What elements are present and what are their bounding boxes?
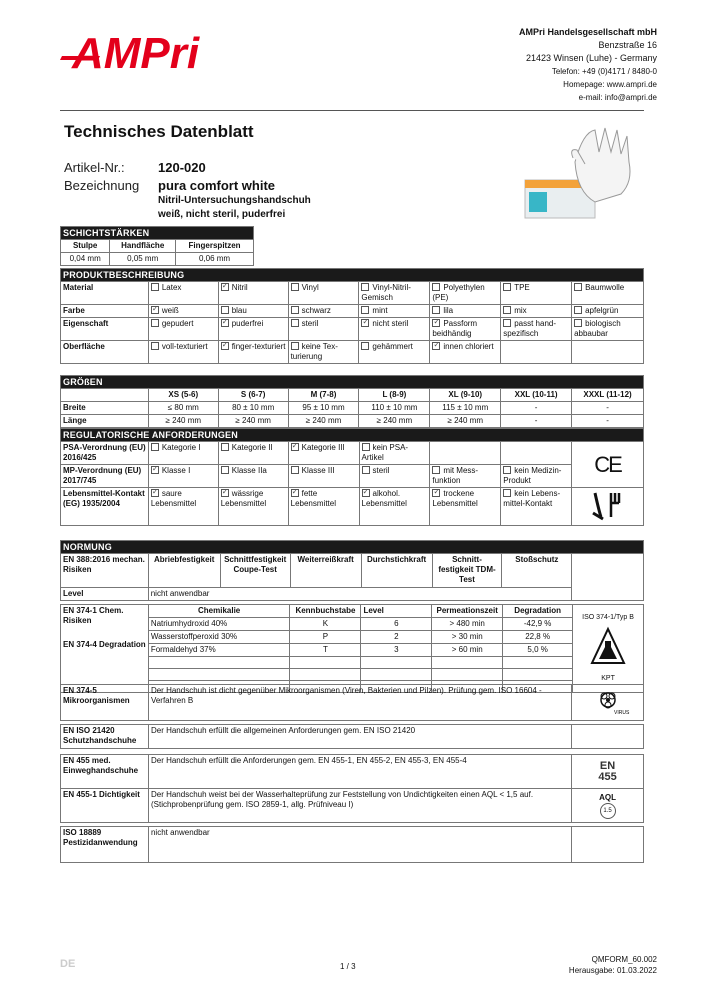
option-label: fette Lebensmittel — [290, 489, 336, 508]
unchecked-box-icon — [362, 466, 370, 474]
empty-cell — [361, 657, 432, 669]
option-label: mint — [372, 306, 388, 315]
checked-box-icon — [361, 319, 369, 327]
option-label: Baumwolle — [585, 283, 625, 292]
unchecked-box-icon — [432, 466, 440, 474]
unchecked-box-icon — [503, 319, 511, 327]
unchecked-box-icon — [361, 283, 369, 291]
article-nr-label: Artikel-Nr.: — [64, 160, 125, 175]
section-header-regulatory: REGULATORISCHE ANFORDERUNGEN — [61, 429, 644, 442]
empty-cell — [503, 657, 573, 669]
row-label: Eigenschaft — [61, 318, 149, 341]
page-title: Technisches Datenblatt — [64, 122, 254, 141]
option-cell — [288, 488, 359, 526]
option-cell — [288, 282, 359, 305]
option-label: apfelgrün — [585, 306, 619, 315]
iso18889-label: ISO 18889 Pestizidanwendung — [61, 827, 149, 863]
thickness-col: Fingerspitzen — [176, 240, 254, 253]
en388-col: Schnittfestigkeit Coupe-Test — [220, 554, 290, 588]
option-cell — [430, 318, 501, 341]
product-image — [525, 122, 645, 222]
unchecked-box-icon — [362, 443, 370, 451]
option-cell — [359, 442, 430, 465]
empty-cell — [290, 657, 361, 669]
size-value: ≤ 80 mm — [148, 402, 218, 415]
unchecked-box-icon — [503, 466, 511, 474]
option-cell — [430, 442, 501, 465]
en374-col: Kennbuchstabe — [290, 605, 361, 618]
size-row-label: Breite — [61, 402, 149, 415]
unchecked-box-icon — [221, 306, 229, 314]
row-label: Farbe — [61, 305, 149, 318]
option-cell — [501, 442, 572, 465]
option-cell — [359, 488, 430, 526]
option-cell — [501, 341, 572, 364]
unchecked-box-icon — [291, 466, 299, 474]
header-rule — [60, 110, 644, 111]
option-cell — [430, 341, 501, 364]
option-cell — [359, 341, 430, 364]
en388-icon-cell — [572, 554, 644, 601]
size-value: 95 ± 10 mm — [288, 402, 359, 415]
option-label: lila — [443, 306, 454, 315]
iso18889-table — [60, 826, 644, 863]
option-cell — [359, 465, 430, 488]
option-label: Nitril — [231, 283, 248, 292]
option-cell — [288, 305, 359, 318]
chem-level: 6 — [361, 618, 432, 631]
option-cell — [288, 318, 359, 341]
checked-box-icon — [432, 319, 440, 327]
ce-mark-cell — [572, 442, 644, 488]
empty-cell — [290, 669, 361, 681]
option-label: Klasse I — [161, 466, 191, 475]
aql-label: AQL — [599, 792, 616, 802]
checked-box-icon — [151, 466, 159, 474]
option-label: steril — [372, 466, 390, 475]
food-safe-cell — [572, 488, 644, 526]
footer-form-info — [569, 954, 657, 976]
row-label: Material — [61, 282, 149, 305]
size-value: - — [572, 402, 644, 415]
en374-label-cell — [61, 605, 149, 693]
option-cell — [501, 318, 572, 341]
checked-box-icon — [221, 319, 229, 327]
chem-letter: K — [290, 618, 361, 631]
size-value: ≥ 240 mm — [288, 415, 359, 428]
size-value: - — [572, 415, 644, 428]
size-col: XL (9-10) — [430, 389, 501, 402]
checked-box-icon — [151, 306, 159, 314]
iso21420-table — [60, 724, 644, 749]
unchecked-box-icon — [291, 306, 299, 314]
option-cell — [148, 341, 218, 364]
en374-col: Permeationszeit — [432, 605, 503, 618]
option-label: Kategorie II — [231, 443, 273, 452]
option-label: Kategorie I — [161, 443, 201, 452]
option-label: Latex — [161, 283, 182, 292]
option-label: weiß — [161, 306, 179, 315]
unchecked-box-icon — [432, 283, 440, 291]
option-label: kein Lebens-mittel-Kontakt — [503, 489, 561, 508]
en455-icon: EN 455 — [598, 759, 617, 783]
option-label: alkohol. Lebensmittel — [361, 489, 407, 508]
en374-1-label: EN 374-1 Chem. Risiken — [63, 606, 124, 625]
section-header-norm: NORMUNG — [61, 541, 644, 554]
option-label: trockene Lebensmittel — [432, 489, 478, 508]
product-desc-2: weiß, nicht steril, puderfrei — [158, 209, 286, 220]
unchecked-box-icon — [503, 283, 511, 291]
checked-box-icon — [221, 342, 229, 350]
size-col: XXL (10-11) — [501, 389, 572, 402]
empty-cell — [503, 669, 573, 681]
option-cell — [218, 305, 288, 318]
option-label: Klasse III — [301, 466, 335, 475]
norm-table — [60, 540, 644, 601]
unchecked-box-icon — [574, 319, 582, 327]
biohazard-icon — [590, 686, 629, 716]
size-value: 115 ± 10 mm — [430, 402, 501, 415]
sizes-table — [60, 375, 644, 428]
option-cell — [148, 488, 218, 526]
option-cell — [430, 305, 501, 318]
size-col: XS (5-6) — [148, 389, 218, 402]
row-label: Oberfläche — [61, 341, 149, 364]
iso18889-icon-cell — [572, 827, 644, 863]
thickness-col: Handfläche — [110, 240, 176, 253]
option-cell — [572, 341, 644, 364]
aql-icon: 1.5 — [600, 803, 616, 819]
unchecked-box-icon — [361, 306, 369, 314]
option-cell — [501, 488, 572, 526]
thickness-col: Stulpe — [61, 240, 110, 253]
empty-cell — [432, 657, 503, 669]
aql-icon-cell — [572, 789, 644, 823]
en374-4-label: EN 374-4 Degradation — [63, 640, 146, 649]
chem-degradation: 5,0 % — [503, 644, 573, 657]
chem-letter: T — [290, 644, 361, 657]
size-corner — [61, 389, 149, 402]
en4551-text: Der Handschuh weist bei der Wasserhalteprüfung zur Feststellung von Undichtigkeiten einen AQL < 1,5 auf. (Stichprobenprüfung gem. ISO 2859-1, allg. Prüfniveau I) — [148, 789, 571, 823]
unchecked-box-icon — [432, 306, 440, 314]
unchecked-box-icon — [291, 342, 299, 350]
en388-col: Weiterreißkraft — [290, 554, 361, 588]
chem-permeation: > 60 min — [432, 644, 503, 657]
en388-col: Schnitt-festigkeit TDM-Test — [432, 554, 502, 588]
en374-col: Chemikalie — [148, 605, 290, 618]
chem-degradation: -42,9 % — [503, 618, 573, 631]
option-label: Vinyl — [301, 283, 319, 292]
en455-icon-cell — [572, 755, 644, 789]
checked-box-icon — [432, 489, 440, 497]
size-col: XXXL (11-12) — [572, 389, 644, 402]
option-label: gepudert — [161, 319, 194, 328]
option-cell — [148, 318, 218, 341]
size-value: ≥ 240 mm — [148, 415, 218, 428]
thickness-table — [60, 226, 254, 266]
option-cell — [572, 282, 644, 305]
en388-col: Durchstichkraft — [361, 554, 432, 588]
product-desc-1: Nitril-Untersuchungshandschuh — [158, 195, 311, 206]
row-label: Lebensmittel-Kontakt (EG) 1935/2004 — [61, 488, 149, 526]
chem-degradation: 22,8 % — [503, 631, 573, 644]
section-header-thickness: SCHICHTSTÄRKEN — [61, 227, 254, 240]
unchecked-box-icon — [503, 489, 511, 497]
option-cell — [288, 442, 359, 465]
kpt-label: KPT — [601, 675, 615, 682]
ce-mark-icon: CE — [594, 451, 621, 477]
option-label: puderfrei — [231, 319, 264, 328]
en455-table — [60, 754, 644, 823]
company-address: AMPri Handelsgesellschaft mbH Benzstraße 16 21423 Winsen (Luhe) - Germany Telefon: +49 (0)4171 / 8480-0 Homepage: www.ampri.de e-mail: info@ampri.de — [518, 27, 657, 102]
en3745-label: EN 374-5 Mikroorganismen — [61, 685, 149, 721]
thickness-val: 0,06 mm — [176, 253, 254, 266]
option-cell — [430, 465, 501, 488]
option-label: schwarz — [301, 306, 331, 315]
size-value: ≥ 240 mm — [430, 415, 501, 428]
chem-permeation: > 480 min — [432, 618, 503, 631]
en455-text: Der Handschuh erfüllt die Anforderungen gem. EN 455-1, EN 455-2, EN 455-3, EN 455-4 — [148, 755, 571, 789]
size-value: 80 ± 10 mm — [218, 402, 288, 415]
iso18889-text: nicht anwendbar — [148, 827, 571, 863]
footer-issue: Herausgabe: 01.03.2022 — [568, 966, 657, 975]
option-label: saure Lebensmittel — [150, 489, 197, 508]
unchecked-box-icon — [151, 319, 159, 327]
iso21420-icon-cell — [572, 725, 644, 749]
en374-table — [60, 604, 644, 693]
chem-permeation: > 30 min — [432, 631, 503, 644]
footer-language: DE — [60, 958, 76, 970]
ampri-logo — [60, 28, 220, 78]
en455-label: EN 455 med. Einweghandschuhe — [61, 755, 149, 789]
checked-box-icon — [291, 443, 299, 451]
level-value: nicht anwendbar — [148, 588, 572, 601]
unchecked-box-icon — [291, 283, 299, 291]
option-cell — [501, 282, 572, 305]
option-label: voll-texturiert — [161, 342, 208, 351]
regulatory-table — [60, 428, 644, 526]
article-nr: 120-020 — [158, 160, 206, 175]
option-label: gehämmert — [372, 342, 413, 351]
chem-level: 3 — [361, 644, 432, 657]
checked-box-icon — [362, 489, 370, 497]
en3745-table — [60, 684, 644, 721]
option-cell — [359, 318, 430, 341]
checked-box-icon — [151, 489, 159, 497]
footer-form: QMFORM_60.002 — [591, 955, 657, 964]
level-label: Level — [61, 588, 149, 601]
option-label: Kategorie III — [301, 443, 345, 452]
unchecked-box-icon — [221, 443, 229, 451]
option-cell — [218, 442, 288, 465]
footer-page-number: 1 / 3 — [340, 962, 356, 971]
unchecked-box-icon — [574, 306, 582, 314]
unchecked-box-icon — [221, 466, 229, 474]
checked-box-icon — [432, 342, 440, 350]
option-label: Polyethylen (PE) — [432, 283, 485, 302]
iso374-label: ISO 374-1/Typ B — [582, 614, 634, 621]
chem-name: Wasserstoffperoxid 30% — [148, 631, 290, 644]
option-label: Vinyl-Nitril-Gemisch — [361, 283, 411, 302]
option-cell — [148, 465, 218, 488]
thickness-val: 0,04 mm — [61, 253, 110, 266]
option-cell — [288, 465, 359, 488]
option-label: finger-texturiert — [231, 342, 286, 351]
chem-name: Natriumhydroxid 40% — [148, 618, 290, 631]
option-label: blau — [231, 306, 247, 315]
chem-name: Formaldehyd 37% — [148, 644, 290, 657]
size-value: - — [501, 402, 572, 415]
chemical-flask-icon — [590, 627, 626, 667]
option-label: TPE — [514, 283, 530, 292]
option-label: biologisch abbaubar — [574, 319, 621, 338]
product-description-table — [60, 268, 644, 364]
option-cell — [501, 465, 572, 488]
option-cell — [572, 305, 644, 318]
unchecked-box-icon — [151, 283, 159, 291]
option-cell — [359, 305, 430, 318]
option-label: Klasse IIa — [231, 466, 267, 475]
option-cell — [148, 305, 218, 318]
chem-letter: P — [290, 631, 361, 644]
row-label: PSA-Verordnung (EU) 2016/425 — [61, 442, 149, 465]
en388-col: Abriebfestigkeit — [148, 554, 220, 588]
size-col: S (6-7) — [218, 389, 288, 402]
option-label: Passform beidhändig — [432, 319, 478, 338]
size-value: - — [501, 415, 572, 428]
en388-col: Stoßschutz — [502, 554, 572, 588]
option-label: keine Tex-turierung — [290, 342, 338, 361]
option-label: mix — [514, 306, 527, 315]
option-cell — [218, 341, 288, 364]
option-cell — [359, 282, 430, 305]
option-label: kein PSA-Artikel — [361, 443, 409, 462]
unchecked-box-icon — [151, 443, 159, 451]
svg-text:VIRUS: VIRUS — [613, 710, 629, 716]
thickness-val: 0,05 mm — [110, 253, 176, 266]
checked-box-icon — [221, 489, 229, 497]
option-cell — [430, 488, 501, 526]
size-value: 110 ± 10 mm — [359, 402, 430, 415]
option-cell — [218, 282, 288, 305]
iso21420-text: Der Handschuh erfüllt die allgemeinen Anforderungen gem. EN ISO 21420 — [148, 725, 571, 749]
virus-icon-cell — [572, 685, 644, 721]
unchecked-box-icon — [574, 283, 582, 291]
unchecked-box-icon — [291, 319, 299, 327]
option-cell — [148, 282, 218, 305]
option-cell — [218, 465, 288, 488]
empty-cell — [148, 669, 290, 681]
option-cell — [148, 442, 218, 465]
empty-cell — [432, 669, 503, 681]
unchecked-box-icon — [503, 306, 511, 314]
size-col: M (7-8) — [288, 389, 359, 402]
option-cell — [430, 282, 501, 305]
row-label: MP-Verordnung (EU) 2017/745 — [61, 465, 149, 488]
size-value: ≥ 240 mm — [218, 415, 288, 428]
en3745-text: Der Handschuh ist dicht gegenüber Mikroorganismen (Viren, Bakterien und Pilzen). Prüfung gem. ISO 16604 - Verfahren B — [148, 685, 571, 721]
option-label: mit Mess-funktion — [432, 466, 479, 485]
option-cell — [218, 318, 288, 341]
product-name: pura comfort white — [158, 178, 276, 193]
unchecked-box-icon — [151, 342, 159, 350]
option-cell — [501, 305, 572, 318]
section-header-product: PRODUKTBESCHREIBUNG — [61, 269, 644, 282]
checked-box-icon — [291, 489, 299, 497]
size-col: L (8-9) — [359, 389, 430, 402]
en388-label: EN 388:2016 mechan. Risiken — [61, 554, 149, 588]
option-label: kein Medizin-Produkt — [503, 466, 562, 485]
svg-text:AMPri: AMPri — [72, 29, 200, 78]
option-cell — [218, 488, 288, 526]
food-safe-icon — [591, 489, 625, 521]
empty-cell — [361, 669, 432, 681]
option-cell — [288, 341, 359, 364]
empty-cell — [148, 657, 290, 669]
checked-box-icon — [221, 283, 229, 291]
option-label: innen chloriert — [443, 342, 494, 351]
option-cell — [572, 318, 644, 341]
chem-level: 2 — [361, 631, 432, 644]
en374-col: Level — [361, 605, 432, 618]
iso21420-label: EN ISO 21420 Schutzhandschuhe — [61, 725, 149, 749]
en4551-label: EN 455-1 Dichtigkeit — [61, 789, 149, 823]
size-value: ≥ 240 mm — [359, 415, 430, 428]
option-label: wässrige Lebensmittel — [220, 489, 267, 508]
option-label: nicht steril — [372, 319, 409, 328]
size-row-label: Länge — [61, 415, 149, 428]
option-label: passt hand-spezifisch — [503, 319, 557, 338]
designation-label: Bezeichnung — [64, 178, 140, 193]
option-label: steril — [301, 319, 319, 328]
en374-col: Degradation — [503, 605, 573, 618]
unchecked-box-icon — [361, 342, 369, 350]
section-header-sizes: GRÖßEN — [61, 376, 644, 389]
iso374-icon-cell — [573, 605, 644, 693]
